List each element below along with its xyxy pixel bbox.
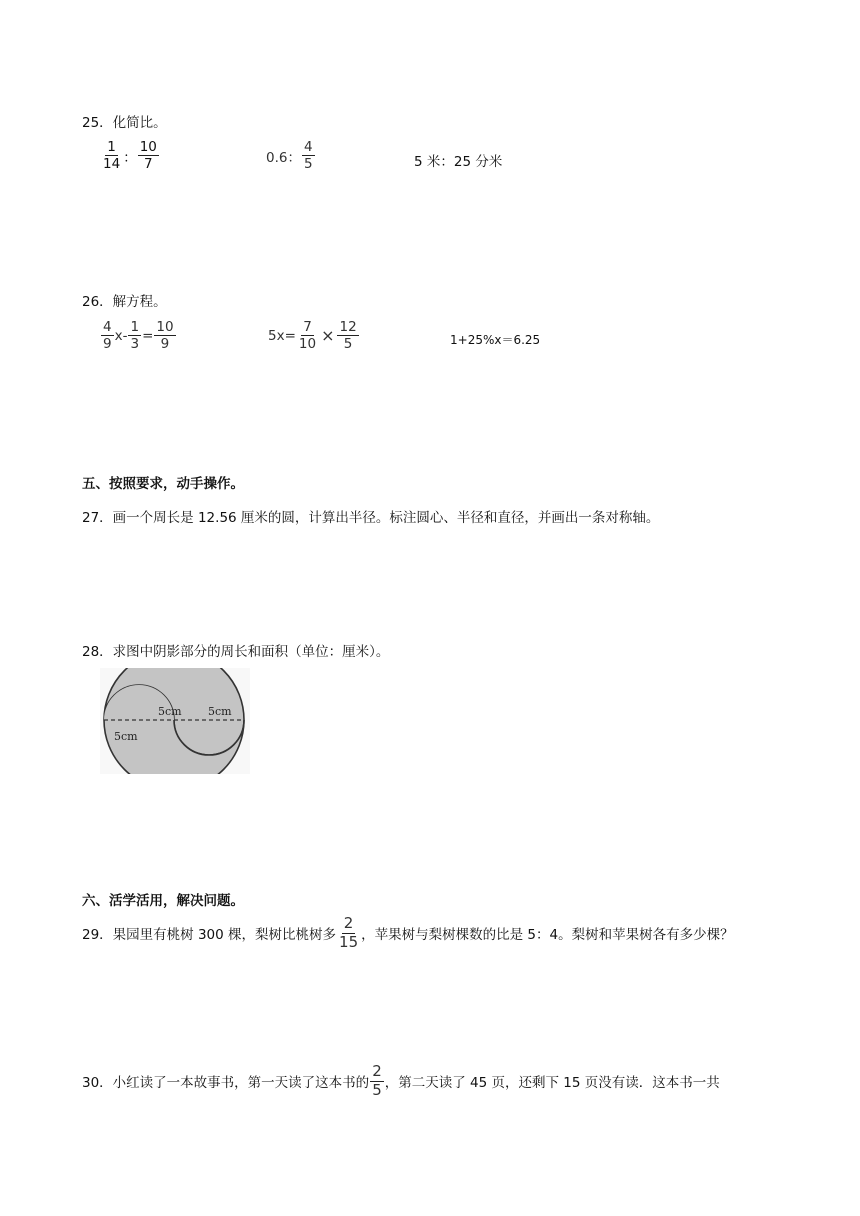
- fraction: $\frac{10}{7}$: [139, 139, 157, 173]
- q26-equation-2: 5x= $\frac{7}{10}$ × $\frac{12}{5}$: [268, 319, 357, 353]
- fraction: $\frac{1}{14}$: [103, 139, 121, 173]
- q26-equation-1: $\frac{4}{9}$ x - $\frac{1}{3}$ = $\frac{10}{9}$: [103, 319, 174, 353]
- q25-item-3: 5 米：25 分米: [414, 154, 503, 170]
- fraction: $\frac{1}{3}$: [130, 319, 140, 353]
- q27-text: 27．画一个周长是 12.56 厘米的圆，计算出半径。标注圆心、半径和直径，并画出一条对称轴。: [82, 510, 660, 526]
- fraction: $\frac{2}{5}$: [372, 1062, 382, 1099]
- q26-title: 26．解方程。: [82, 294, 167, 310]
- q25-title: 25．化简比。: [82, 115, 167, 131]
- q28-text: 28．求图中阴影部分的周长和面积（单位：厘米）。: [82, 644, 390, 660]
- q25-item-2: 0.6： $\frac{4}{5}$: [266, 139, 313, 173]
- fraction: $\frac{7}{10}$: [298, 319, 317, 353]
- fraction: $\frac{10}{9}$: [156, 319, 174, 353]
- label-5cm-top-right: 5cm: [208, 705, 232, 718]
- q30-text: 30．小红读了一本故事书，第一天读了这本书的 $\frac{2}{5}$ ，第二天读了 45 页，还剩下 15 页没有读．这本书一共: [82, 1062, 720, 1099]
- section-5-title: 五、按照要求，动手操作。: [82, 476, 244, 492]
- section-6-title: 六、活学活用，解决问题。: [82, 893, 244, 909]
- fraction: $\frac{12}{5}$: [339, 319, 357, 353]
- label-5cm-top-left: 5cm: [158, 705, 182, 718]
- fraction: $\frac{4}{9}$: [103, 319, 112, 353]
- q29-text: 29．果园里有桃树 300 棵，梨树比桃树多 $\frac{2}{15}$ ，苹果树与梨树棵数的比是 5：4。梨树和苹果树各有多少棵？: [82, 914, 734, 951]
- q26-equation-3: 1+25%x＝6.25: [450, 333, 541, 347]
- fraction: $\frac{4}{5}$: [303, 139, 313, 173]
- q25-item-1: $\frac{1}{14}$ ： $\frac{10}{7}$: [103, 139, 157, 173]
- label-5cm-bottom: 5cm: [114, 730, 138, 743]
- fraction: $\frac{2}{15}$: [339, 914, 359, 951]
- shaded-figure: [100, 668, 250, 774]
